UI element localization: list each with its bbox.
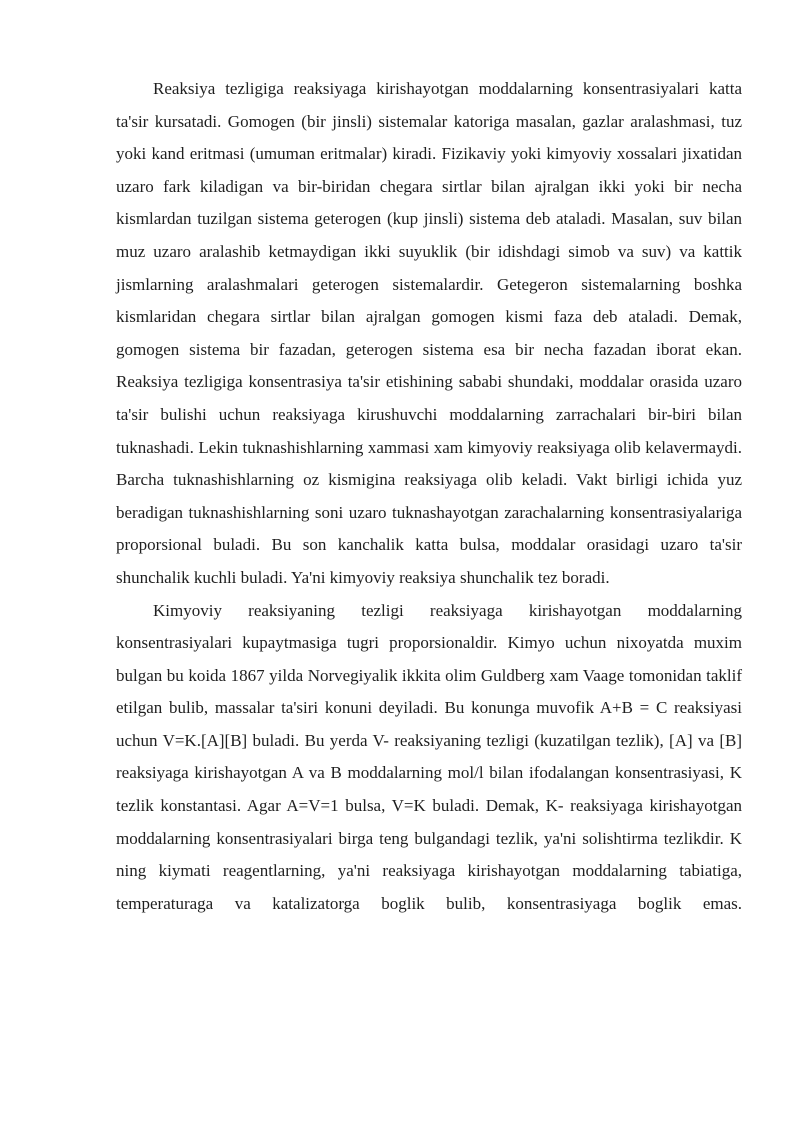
- document-page: [116, 73, 742, 920]
- paragraph-mass-action-law: Kimyoviy reaksiyaning tezligi reaksiyaga kirishayotgan moddalarning konsentrasiyalari kupaytmasiga tugri proporsionaldir. Kimyo uchun nixoyatda muxim bulgan bu koida 1867 yilda Norvegiyalik ikkita olim Guldberg xam Vaage tomonidan taklif etilgan bulib, massalar ta'siri konuni deyiladi. Bu konunga muvofik A+B = C reaksiyasi uchun V=K.[A][B] buladi. Bu yerda V- reaksiyaning tezligi (kuzatilgan tezlik), [A] va [B] reaksiyaga kirishayotgan A va B moddalarning mol/l bilan ifodalangan konsentrasiyasi, K tezlik konstantasi. Agar A=V=1 bulsa, V=K buladi. Demak, K- reaksiyaga kirishayotgan moddalarning konsentrasiyalari birga teng bulgandagi tezlik, ya'ni solishtirma tezlikdir. K ning kiymati reagentlarning, ya'ni reaksiyaga kirishayotgan moddalarning tabiatiga, temperaturaga va katalizatorga boglik bulib, konsentrasiyaga boglik emas.: [116, 600, 742, 913]
- paragraph-reaction-rate-concentration: Reaksiya tezligiga reaksiyaga kirishayotgan moddalarning konsentrasiyalari katta ta'sir kursatadi. Gomogen (bir jinsli) sistemalar katoriga masalan, gazlar aralashmasi, tuz yoki kand eritmasi (umuman eritmalar) kiradi. Fizikaviy yoki kimyoviy xossalari jixatidan uzaro fark kiladigan va bir-biridan chegara sirtlar bilan ajralgan ikki yoki bir necha kismlardan tuzilgan sistema geterogen (kup jinsli) sistema deb ataladi. Masalan, suv bilan muz uzaro aralashib ketmaydigan ikki suyuklik (bir idishdagi simob va suv) va kattik jismlarning aralashmalari geterogen sistemalardir. Getegeron sistemalarning boshka kismlaridan chegara sirtlar bilan ajralgan gomogen kismi faza deb ataladi. Demak, gomogen sistema bir fazadan, geterogen sistema esa bir necha fazadan iborat ekan. Reaksiya tezligiga konsentrasiya ta'sir etishining sababi shundaki, moddalar orasida uzaro ta'sir bulishi uchun reaksiyaga kirushuvchi moddalarning zarrachalari bir-biri bilan tuknashadi. Lekin tuknashishlarning xammasi xam kimyoviy reaksiyaga olib kelavermaydi. Barcha tuknashishlarning oz kismigina reaksiyaga olib keladi. Vakt birligi ichida yuz beradigan tuknashishlarning soni uzaro tuknashayotgan zarachalarning konsentrasiyalariga proporsional buladi. Bu son kanchalik katta bulsa, moddalar orasidagi uzaro ta'sir shunchalik kuchli buladi. Ya'ni kimyoviy reaksiya shunchalik tez boradi.: [116, 79, 742, 587]
